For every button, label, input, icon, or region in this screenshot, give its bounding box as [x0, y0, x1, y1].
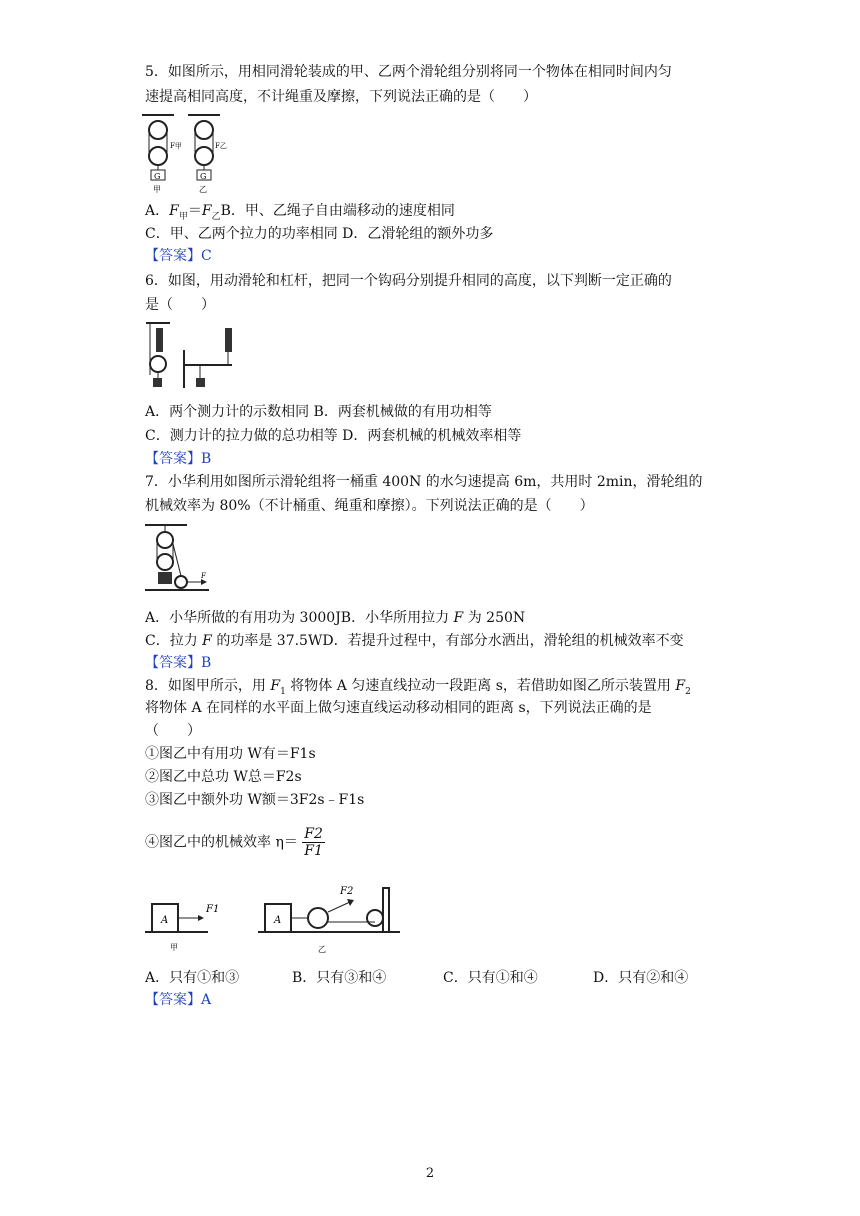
q8-statement-3: ③图乙中额外功 W额＝3F2s﹣F1s — [145, 792, 365, 808]
fraction-numerator: F2 — [304, 826, 323, 842]
svg-text:G: G — [200, 172, 207, 181]
q6-stem-line1: 6．如图，用动滑轮和杠杆，把同一个钩码分别提升相同的高度，以下判断一定正确的 — [145, 273, 672, 289]
svg-text:甲: 甲 — [170, 943, 178, 952]
q7-options-cd: C．拉力 F 的功率是 37.5WD．若提升过程中，有部分水洒出，滑轮组的机械效率不变 — [145, 633, 684, 649]
q8-option-d: D．只有②和④ — [593, 970, 689, 986]
q6-options-cd: C．测力计的拉力做的总功相等 D．两套机械的机械效率相等 — [145, 428, 522, 444]
svg-text:G: G — [154, 172, 161, 181]
q5-options-ab: A．$F_甲=F_乙B$．甲、乙绳子自由端移动的速度相同 — [145, 203, 455, 222]
q8-option-b: B．只有③和④ — [292, 970, 387, 986]
q8-block-pulley-figure — [140, 880, 415, 960]
q5-options-cd: C．甲、乙两个拉力的功率相同 D．乙滑轮组的额外功多 — [145, 226, 494, 242]
q6-lever-pulley-figure — [140, 320, 240, 392]
q8-stem-line3: （ ） — [145, 723, 201, 739]
q6-stem-line2: 是（ ） — [145, 297, 215, 313]
q8-statement-4: ④图乙中的机械效率 η＝ $\frac{F2}{F1}$ — [145, 826, 323, 859]
q6-options-ab: A．两个测力计的示数相同 B．两套机械做的有用功相等 — [145, 404, 492, 420]
q8-stem-line1: 8．如图甲所示，用 $F_1$ 将物体 A 匀速直线拉动一段距离 s，若借助如图乙所示装置用 $F_2$ — [145, 678, 691, 697]
q8-answer: 【答案】A — [145, 992, 212, 1008]
svg-text:F甲: F甲 — [170, 142, 182, 150]
q7-stem-line1: 7．小华利用如图所示滑轮组将一桶重 400N 的水匀速提高 6m，共用时 2min，滑轮组的 — [145, 474, 703, 490]
q7-answer: 【答案】B — [145, 655, 212, 671]
svg-text:A: A — [274, 915, 282, 926]
svg-text:F1: F1 — [206, 904, 220, 915]
q7-options-ab: A．小华所做的有用功为 3000JB．小华所用拉力 F 为 250N — [145, 610, 526, 626]
q5-stem-line2: 速提高相同高度，不计绳重及摩擦，下列说法正确的是（ ） — [145, 89, 537, 105]
q8-stem-line2: 将物体 A 在同样的水平面上做匀速直线运动移动相同的距离 s，下列说法正确的是 — [145, 700, 652, 716]
svg-text:A: A — [161, 915, 169, 926]
svg-text:F乙: F乙 — [215, 142, 227, 150]
page-number: 2 — [425, 1166, 435, 1181]
q5-answer: 【答案】C — [145, 248, 212, 264]
q7-pulley-figure — [143, 522, 211, 598]
q5-stem-line1: 5．如图所示，用相同滑轮装成的甲、乙两个滑轮组分别将同一个物体在相同时间内匀 — [145, 64, 672, 80]
svg-text:乙: 乙 — [318, 945, 326, 954]
svg-text:乙: 乙 — [199, 185, 207, 194]
svg-text:F: F — [201, 572, 206, 580]
svg-text:F2: F2 — [340, 886, 354, 897]
fraction-denominator: F1 — [304, 843, 323, 859]
svg-text:甲: 甲 — [153, 185, 161, 194]
q8-option-a: A．只有①和③ — [145, 970, 240, 986]
q6-answer: 【答案】B — [145, 451, 212, 467]
q5-pulley-figure — [138, 112, 228, 194]
q8-statement-2: ②图乙中总功 W总＝F2s — [145, 769, 302, 785]
q8-statement-1: ①图乙中有用功 W有＝F1s — [145, 746, 316, 762]
q7-stem-line2: 机械效率为 80%（不计桶重、绳重和摩擦）。下列说法正确的是（ ） — [145, 498, 594, 514]
q8-option-c: C．只有①和④ — [443, 970, 538, 986]
